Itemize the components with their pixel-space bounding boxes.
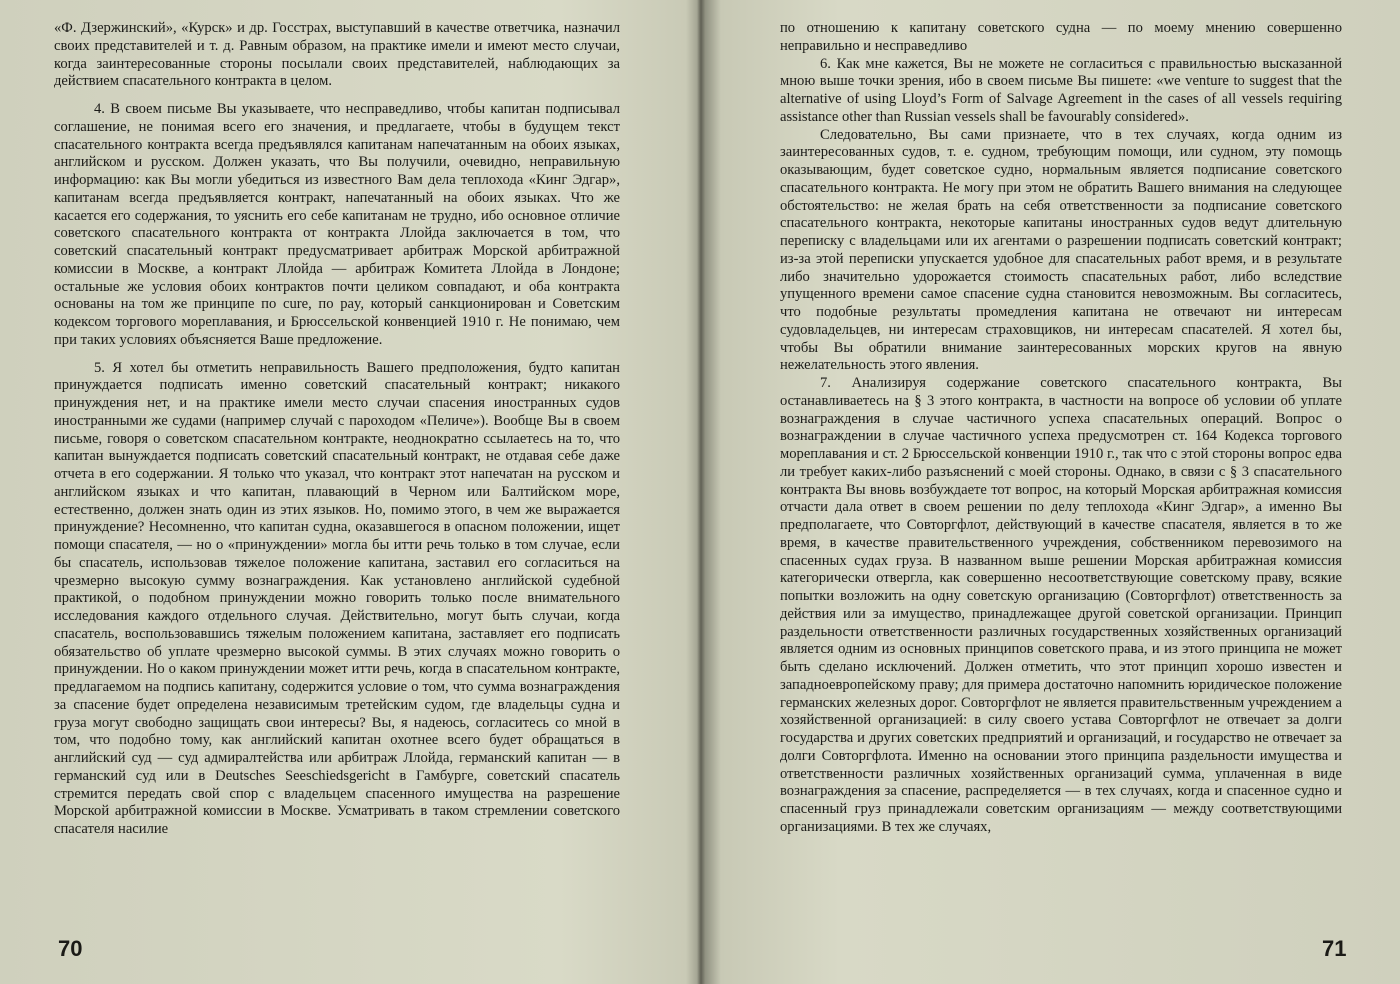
left-paragraph-2: 4. В своем письме Вы указываете, что несправедливо, чтобы капитан подписывал соглашение, не понимая всего его значения, и предлагаете, чтобы в будущем текст спасательного контракта всегда предъявлялся капитанам напечатанным на обоих языках, английском и русском. Должен указать, что Вы получили, очевидно, неправильную информацию: как Вы могли убедиться из известного Вам дела теплохода «Кинг Эдгар», капитанам всегда предъявляется контракт, напечатанный на обоих языках. Что же касается его содержания, то уяснить его себе капитанам не трудно, ибо основное отличие советского спасательного контракта от контракта Ллойда заключается в том, что советский спасательный контракт предусматривает арбитраж Морской арбитражной комиссии в Москве, а контракт Ллойда — арбитраж Комитета Ллойда в Лондоне; остальные же условия обоих контрактов почти целиком совпадают, и оба контракта основаны на том же принципе по cure, по pay, который санкционирован и Советским кодексом торгового мореплавания, и Брюссельской конвенцией 1910 г. Не понимаю, чем при таких условиях объясняется Ваше предложение. — [54, 101, 620, 348]
right-page — [702, 0, 1400, 984]
left-page-number: 70 — [58, 936, 83, 961]
right-paragraph-4: 7. Анализируя содержание советского спасательного контракта, Вы останавливаетесь на § 3 этого контракта, в частности на вопросе об условии об уплате вознаграждения в случае частичного успеха спасательных операций. Вопрос о вознаграждении в случае частичного успеха предусмотрен ст. 164 Кодекса торгового мореплавания и ст. 2 Брюссельской конвенции 1910 г., так что с этой стороны вопрос едва ли требует каких-либо разъяснений с моей стороны. Однако, в связи с § 3 спасательного контракта Вы вновь возбуждаете тот вопрос, на который Морская арбитражная комиссия отчасти дала ответ в своем решении по делу теплохода «Кинг Эдгар», а именно Вы предполагаете, что Совторгфлот, действующий в качестве спасателя, является в то же время, в качестве правительственного учреждения, собственником перевозимого на спасенных судах груза. В названном выше решении Морская арбитражная комиссия категорически отвергла, как совершенно несоответствующие советскому праву, всякие попытки возложить на одну советскую организацию (Совторгфлот) ответственность за действия или за имущество, принадлежащее другой советской организации. Принцип раздельности ответственности различных государственных хозяйственных организаций является одним из основных принципов советского права, и из этого принципа не может быть сделано исключений. Должен отметить, что этот принцип хорошо известен и западноевропейскому праву; для примера достаточно напомнить юридическое положение германских железных дорог. Совторгфлот не является правительственным учреждением а хозяйственной организацией: в силу своего устава Совторгфлот не отвечает за долги государства и других советских предприятий и организаций, и государство не отвечает за долги Совторгфлота. Именно на основании этого принципа раздельности имущества и ответственности различных хозяйственных организаций сумма, уплаченная в виде вознаграждения за спасение, распределяется — в тех случаях, когда и спасенное судно и спасенный груз принадлежали советским организациям — между соответствующими организациями. В тех же случаях, — [780, 375, 1342, 835]
right-paragraph-1: по отношению к капитану советского судна — по моему мнению совершенно неправильно и несправедливо — [780, 20, 1342, 54]
right-paragraph-2: 6. Как мне кажется, Вы не можете не согласиться с правильностью высказанной мною выше точки зрения, ибо в своем письме Вы пишете: «we venture to suggest that the alternative of using Lloyd’s Form of Salvage Agreement in the cases of all vessels requiring assistance other than Russian vessels shall be favourably considered». — [780, 55, 1342, 125]
left-page-text — [54, 20, 620, 925]
right-page-text — [780, 20, 1342, 934]
left-paragraph-1: «Ф. Дзержинский», «Курск» и др. Госстрах, выступавший в качестве ответчика, назначил своих представителей и т. д. Равным образом, на практике имели и имеют место случаи, когда заинтересованные стороны посылали своих представителей, наблюдающих за действием спасательного контракта в целом. — [54, 20, 620, 90]
right-page-number: 71 — [1322, 936, 1347, 961]
left-paragraph-3: 5. Я хотел бы отметить неправильность Вашего предположения, будто капитан принуждается подписать именно советский спасательный контракт; никакого принуждения нет, и на практике имели место случаи спасения иностранных судов иностранными же судами (например случай с пароходом «Пеличе»). Вообще Вы в своем письме, говоря о советском спасательном контракте, неоднократно ссылаетесь на то, что капитан вынуждается подписать советский спасательный контракт, не отдавая себе даже отчета в его содержании. Я только что указал, что контракт этот напечатан на русском и английском языках и что капитан, плавающий в Черном или Балтийском море, естественно, должен знать один из этих языков. Но, помимо этого, в чем же выражается принуждение? Несомненно, что капитан судна, оказавшегося в опасном положении, ищет помощи спасателя, — но о «принуждении» могла бы итти речь только в том случае, если бы спасатель, использовав тяжелое положение капитана, заставил его согласиться на чрезмерно высокую сумму вознаграждения. Как установлено английской судебной практикой, о подобном принуждении можно говорить только после внимательного исследования каждого отдельного случая. Действительно, могут быть случаи, когда спасатель, воспользовавшись тяжелым положением капитана, заставляет его подписать обязательство об уплате чрезмерно высокой суммы. В этих случаях можно говорить о принуждении. Но о каком принуждении может итти речь, когда в спасательном контракте, предлагаемом на подпись капитану, содержится условие о том, что сумма вознаграждения за спасение будет определена независимым третейским судом, где владельцы судна и груза могут свободно защищать свои интересы? Вы, я надеюсь, согласитесь со мной в том, что подобно тому, как английский капитан охотнее всего будет обращаться в английский суд — суд адмиралтейства или арбитраж Ллойда, германский капитан — в германский суд или в Deutsches Seeschiedsgericht в Гамбурге, советский спасатель стремится передать свой спор с владельцем спасенного имущества на разрешение Морской арбитражной комиссии в Москве. Усматривать в таком стремлении советского спасателя насилие — [54, 359, 620, 837]
right-paragraph-3: Следовательно, Вы сами признаете, что в тех случаях, когда одним из заинтересованных судов, т. е. судном, требующим помощи, или судном, эту помощь оказывающим, будет советское судно, нормальным является подписание советского спасательного контракта. Не могу при этом не обратить Вашего внимания на следующее обстоятельство: не желая брать на себя ответственности за подписание советского спасательного контракта, некоторые капитаны иностранных судов ведут длительную переписку с владельцами или их агентами о разрешении подписать советский контракт; из-за этой переписки упускается удобное для спасательных работ время, и в результате либо значительно удорожается стоимость спасательных работ, либо вследствие упущенного времени самое спасение судна становится невозможным. Вы согласитесь, что подобные результаты промедления капитана не отвечают ни интересам судовладельцев, ни интересам страховщиков, ни интересам спасателей. Я хотел бы, чтобы Вы обратили внимание заинтересованных морских кругов на явную нежелательность этого явления. — [780, 126, 1342, 374]
